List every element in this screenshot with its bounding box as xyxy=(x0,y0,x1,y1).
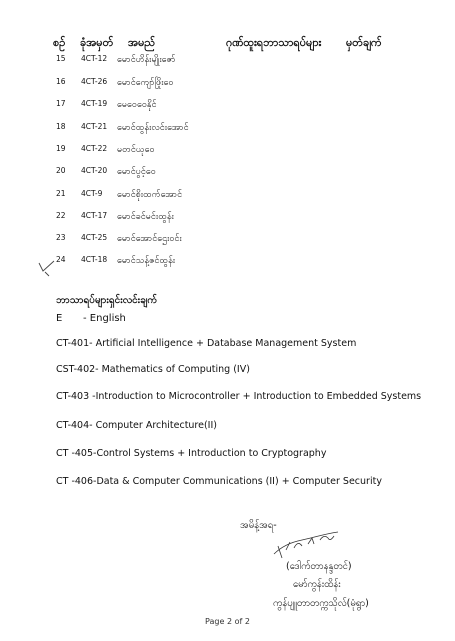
course-item: CT-403 -Introduction to Microcontroller + Introduction to Embedded Systems xyxy=(56,391,422,402)
row-name: မတင်ယုဝေ xyxy=(117,145,155,155)
row-name: မောင်ဟိန်းမျိုးဇော် xyxy=(117,55,176,65)
row-roll: 4CT-25 xyxy=(81,233,108,242)
header-remark: မှတ်ချက် xyxy=(346,36,382,49)
row-name: မောင်ခင်မင်းထွန်း xyxy=(117,212,174,222)
signature-label: အမိန့်အရ- xyxy=(240,520,277,531)
row-no: 15 xyxy=(56,54,66,63)
header-no: စဉ် xyxy=(53,36,66,49)
legend-english-code: E xyxy=(56,313,63,324)
row-name: မောင်သန့်ဇင်ထွန်း xyxy=(117,256,176,266)
legend-english-desc: - English xyxy=(83,313,126,324)
row-roll: 4CT-17 xyxy=(81,211,108,220)
handwritten-signature xyxy=(268,528,348,560)
row-name: မေဝေဝေနိုင် xyxy=(117,100,157,110)
row-no: 18 xyxy=(56,122,66,131)
row-roll: 4CT-20 xyxy=(81,166,108,175)
row-roll: 4CT-26 xyxy=(81,77,108,86)
row-no: 24 xyxy=(56,255,66,264)
row-roll: 4CT-19 xyxy=(81,99,108,108)
row-no: 22 xyxy=(56,211,66,220)
header-name: အမည် xyxy=(128,36,156,49)
row-roll: 4CT-18 xyxy=(81,255,108,264)
row-no: 20 xyxy=(56,166,66,175)
row-roll: 4CT-12 xyxy=(81,54,108,63)
check-mark-icon xyxy=(36,258,58,280)
course-item: CT-404- Computer Architecture(II) xyxy=(56,420,217,431)
header-subject: ဂုဏ်ထူးရဘာသာရပ်များ xyxy=(226,36,322,49)
row-no: 21 xyxy=(56,189,66,198)
row-name: မောင်ကျော်ဖြိုးဝေ xyxy=(117,78,174,88)
signatory-name: (ဒေါက်တာနန္ဒတင်) xyxy=(286,561,352,572)
row-name: မောင်စိုးထက်အောင် xyxy=(117,190,183,200)
row-no: 23 xyxy=(56,233,66,242)
row-name: မောင်ထွန်းလင်းအောင် xyxy=(117,123,189,133)
course-item: CT -405-Control Systems + Introduction to Cryptography xyxy=(56,448,327,459)
legend-title: ဘာသာရပ်များရှင်းလင်းချက် xyxy=(56,295,158,306)
signatory-title: မော်ကွန်းထိန်း xyxy=(293,579,341,590)
row-roll: 4CT-9 xyxy=(81,189,103,198)
course-item: CT-401- Artificial Intelligence + Database Management System xyxy=(56,338,357,349)
signatory-institution: ကွန်ပျူတာတက္ကသိုလ်(မုံရွာ) xyxy=(273,598,369,609)
row-name: မောင်ပွင့်ဝေ xyxy=(117,167,156,177)
row-name: မောင်အောင်ဌေးဝင်း xyxy=(117,234,182,244)
page-number: Page 2 of 2 xyxy=(205,617,250,626)
row-no: 19 xyxy=(56,144,66,153)
row-no: 16 xyxy=(56,77,66,86)
course-item: CT -406-Data & Computer Communications (II) + Computer Security xyxy=(56,476,382,487)
course-item: CST-402- Mathematics of Computing (IV) xyxy=(56,364,250,375)
row-no: 17 xyxy=(56,99,66,108)
header-roll: ခုံအမှတ် xyxy=(80,36,114,49)
row-roll: 4CT-22 xyxy=(81,144,108,153)
row-roll: 4CT-21 xyxy=(81,122,108,131)
